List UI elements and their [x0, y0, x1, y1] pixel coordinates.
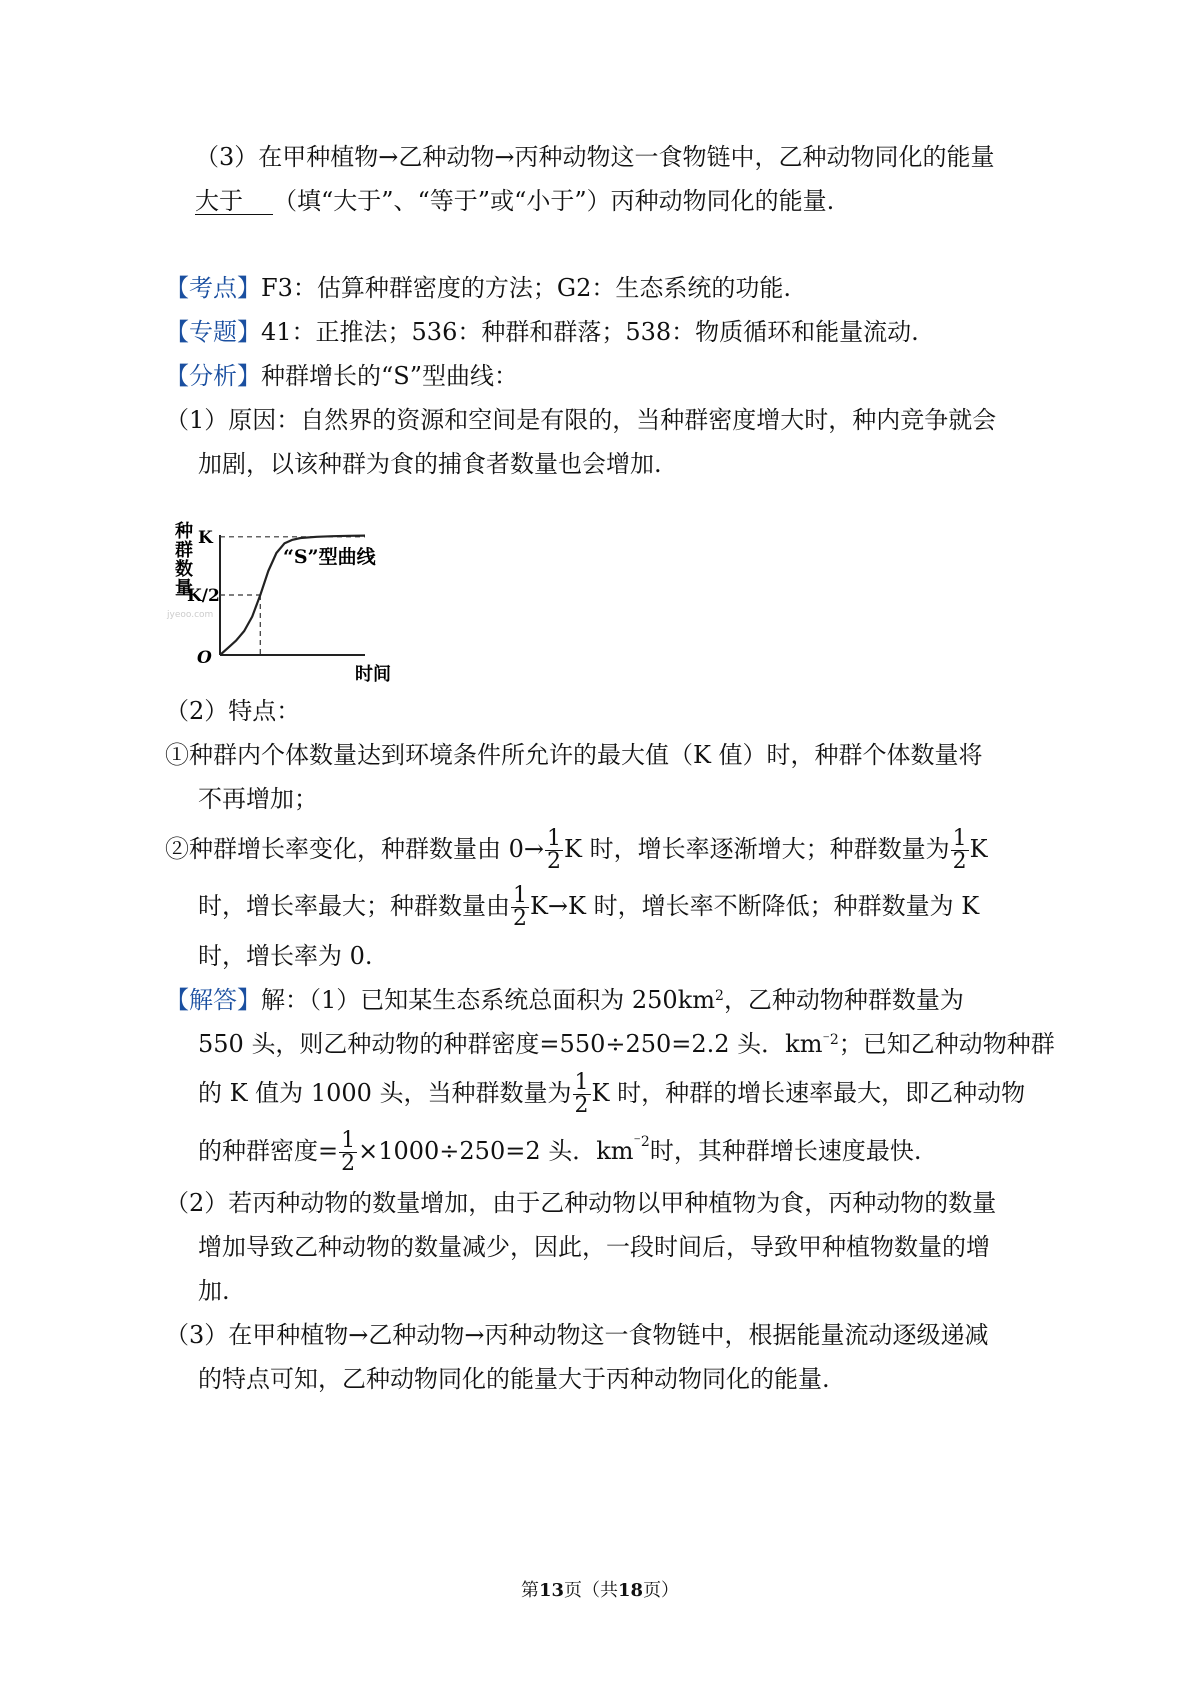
jieda-line3: [198, 1072, 1025, 1117]
chart-xlabel: 时间: [355, 664, 391, 685]
zhuanti-line: [165, 316, 919, 348]
jieda-tag: 【解答】: [165, 986, 261, 1014]
fraction-half: [951, 828, 969, 873]
jieda-l3b: K 时，种群的增长速率最大，即乙种动物: [591, 1079, 1026, 1107]
feature2-line3: 时，增长率为 0.: [198, 942, 373, 970]
origin-label: O: [197, 648, 212, 668]
y-tick-k: K: [198, 527, 213, 548]
fraction-half: [545, 828, 563, 873]
answer-blank: 大于: [195, 188, 273, 215]
jieda-l2: 550 头，则乙种动物的种群密度=550÷250=2.2 头．km: [198, 1030, 823, 1058]
jieda-line2: [198, 1028, 1055, 1060]
footer-c: 页）: [643, 1580, 680, 1601]
fenxi-p2-title: （2）特点：: [165, 697, 301, 725]
frac-num: 1: [574, 1070, 589, 1095]
ylabel-char: 种: [175, 521, 193, 542]
fenxi-line: [165, 360, 518, 392]
feature2-a: ②种群增长率变化，种群数量由 0→: [165, 835, 545, 863]
jieda-l4-end: 时，其种群增长速度最快.: [649, 1137, 922, 1165]
frac-num: 1: [952, 826, 967, 851]
y-tick-k-half: K/2: [187, 586, 220, 606]
jieda-p2-line3: 加.: [198, 1277, 230, 1305]
footer-b: 页（共: [564, 1580, 618, 1601]
zhuanti-tag: 【专题】: [165, 318, 261, 346]
feature2-e: K→K 时，增长率不断降低；种群数量为 K: [530, 892, 980, 920]
jieda-l4a: 的种群密度=: [198, 1137, 339, 1165]
jieda-p2-line2: 增加导致乙种动物的数量减少，因此，一段时间后，导致甲种植物数量的增: [198, 1233, 990, 1261]
feature2-d: 时，增长率最大；种群数量由: [198, 892, 510, 920]
page-footer: [0, 1576, 1200, 1602]
feature2-line1: [165, 828, 988, 873]
fenxi-text: 种群增长的“S”型曲线：: [261, 362, 518, 390]
jieda-l2-end: ；已知乙种动物种群: [838, 1030, 1055, 1058]
q3-line1: （3）在甲种植物→乙种动物→丙种动物这一食物链中，乙种动物同化的能量: [195, 143, 995, 171]
jieda-line1: [165, 984, 964, 1016]
frac-den: 2: [513, 906, 527, 931]
jieda-l1-end: ，乙种动物种群数量为: [723, 986, 964, 1014]
frac-den: 2: [341, 1151, 356, 1176]
ylabel-char: 群: [175, 540, 193, 561]
fraction-half: [339, 1130, 357, 1175]
feature2-line2: [198, 885, 979, 930]
frac-num: 1: [547, 826, 562, 851]
jieda-p3-line2: 的特点可知，乙种动物同化的能量大于丙种动物同化的能量.: [198, 1365, 830, 1393]
ylabel-char: 数: [175, 559, 193, 580]
frac-num: 1: [341, 1128, 356, 1153]
q3-line2: [195, 185, 834, 217]
kaodian-text: F3：估算种群密度的方法；G2：生态系统的功能.: [261, 274, 791, 302]
fraction-half: [573, 1072, 591, 1117]
jieda-l2-sup: ⁻2: [822, 1032, 839, 1048]
fraction-half: [511, 885, 529, 930]
feature2-c: K: [969, 835, 988, 863]
page-number: 13: [538, 1580, 564, 1601]
kaodian-tag: 【考点】: [165, 274, 261, 302]
fenxi-p1-line2: 加剧，以该种群为食的捕食者数量也会增加.: [198, 450, 662, 478]
jieda-l1: 解：（1）已知某生态系统总面积为 250km: [261, 986, 716, 1014]
feature1-line1: ①种群内个体数量达到环境条件所允许的最大值（K 值）时，种群个体数量将: [165, 741, 983, 769]
kaodian-line: [165, 272, 791, 304]
frac-num: 1: [513, 883, 527, 908]
feature1-line2: 不再增加；: [198, 785, 318, 813]
jieda-p2-line1: （2）若丙种动物的数量增加，由于乙种动物以甲种植物为食，丙种动物的数量: [165, 1189, 997, 1217]
frac-den: 2: [547, 849, 562, 874]
frac-den: 2: [952, 849, 967, 874]
zhuanti-text: 41：正推法；536：种群和群落；538：物质循环和能量流动.: [261, 318, 919, 346]
watermark: jyeoo.com: [167, 610, 214, 620]
frac-den: 2: [574, 1093, 589, 1118]
q3-line2-rest: （填“大于”、“等于”或“小于”）丙种动物同化的能量.: [273, 187, 835, 215]
jieda-line4: [198, 1130, 921, 1175]
jieda-l3a: 的 K 值为 1000 头，当种群数量为: [198, 1079, 572, 1107]
fenxi-tag: 【分析】: [165, 362, 261, 390]
jieda-l4-sup: ⁻2: [633, 1134, 650, 1150]
ylabel-char: 量: [175, 578, 193, 599]
jieda-p3-line1: （3）在甲种植物→乙种动物→丙种动物这一食物链中，根据能量流动逐级递减: [165, 1321, 989, 1349]
footer-a: 第: [520, 1580, 539, 1601]
jieda-l4b: ×1000÷250=2 头．km: [358, 1137, 634, 1165]
jieda-l1-sup: 2: [715, 988, 724, 1004]
s-curve-annotation: “S”型曲线: [283, 546, 376, 568]
fenxi-p1-line1: （1）原因：自然界的资源和空间是有限的，当种群密度增大时，种内竞争就会: [165, 406, 997, 434]
feature2-b: K 时，增长率逐渐增大；种群数量为: [564, 835, 950, 863]
total-pages: 18: [618, 1580, 644, 1601]
